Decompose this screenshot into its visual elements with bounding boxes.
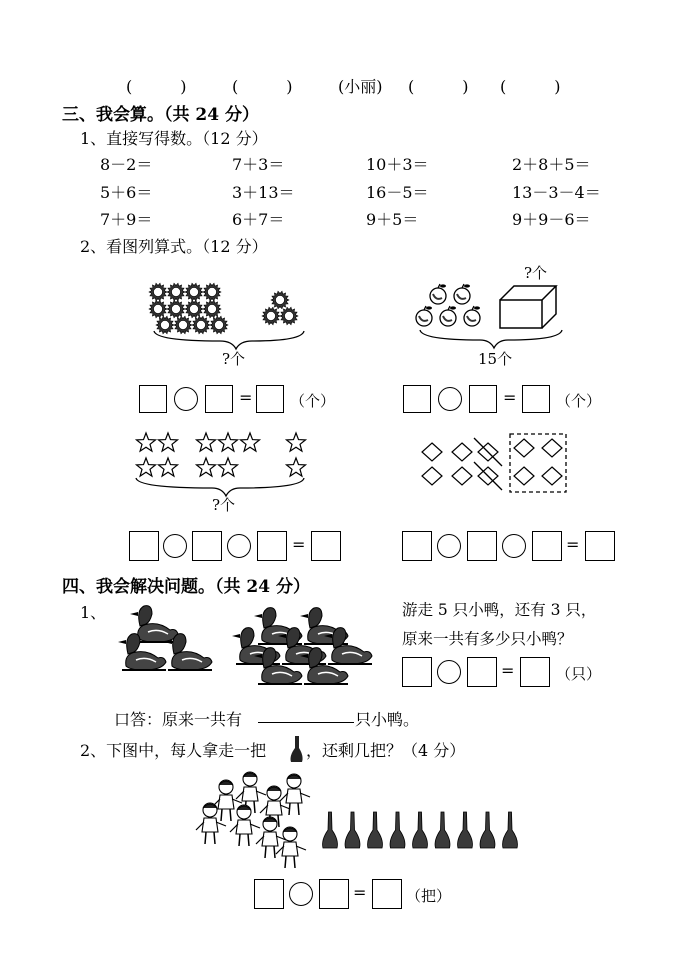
q2-title: 2、看图列算式。（12 分）	[80, 237, 268, 256]
equals-sign: =	[292, 535, 306, 554]
child-icon	[280, 774, 310, 815]
brush-icon	[435, 812, 450, 848]
blank-4[interactable]: ( )	[500, 77, 561, 96]
q2-text-b: ，还剩几把？（4 分）	[306, 741, 466, 760]
fig2-total-label: 15个	[478, 350, 513, 368]
fig3-question-label: ?个	[212, 496, 236, 514]
answer-box[interactable]	[372, 879, 402, 909]
answer-box[interactable]	[319, 879, 349, 909]
calc-item[interactable]: 9＋5＝	[366, 210, 419, 229]
child-icon	[196, 772, 310, 868]
calc-item[interactable]: 6＋7＝	[232, 210, 285, 229]
calc-item[interactable]: 5＋6＝	[100, 183, 153, 202]
q1-number: 1、	[80, 603, 107, 622]
child-icon	[256, 817, 286, 858]
brush-icon	[323, 812, 338, 848]
operator-circle[interactable]	[289, 882, 313, 906]
unit-label: （个）	[290, 392, 336, 410]
equals-sign: =	[566, 535, 580, 554]
calc-item[interactable]: 16－5＝	[366, 183, 429, 202]
calc-item[interactable]: 10＋3＝	[366, 155, 429, 174]
unit-label: （个）	[556, 392, 602, 410]
calc-item[interactable]: 2＋8＋5＝	[512, 155, 591, 174]
calc-item[interactable]: 7＋9＝	[100, 210, 153, 229]
calc-item[interactable]: 8－2＝	[100, 155, 153, 174]
calc-item[interactable]: 13－3－4＝	[512, 183, 601, 202]
brush-icon	[345, 812, 360, 848]
calc-item[interactable]: 7＋3＝	[232, 155, 285, 174]
blank-2[interactable]: ( )	[232, 77, 293, 96]
calc-item[interactable]: 9＋9－6＝	[512, 210, 591, 229]
brush-icon	[503, 812, 518, 848]
brush-icon	[323, 812, 518, 848]
q1-text-line2: 原来一共有多少只小鸭？	[402, 630, 573, 648]
section4-title: 四、我会解决问题。（共 24 分）	[62, 577, 310, 597]
answer-suffix: 只小鸭。	[355, 710, 420, 729]
brush-icon	[458, 812, 473, 848]
q2-text-a: 2、下图中，每人拿走一把	[80, 741, 267, 760]
equals-sign: =	[353, 883, 367, 902]
brush-icon	[390, 812, 405, 848]
blank-1[interactable]: ( )	[126, 77, 187, 96]
unit-label: （只）	[556, 665, 602, 683]
brush-icon	[480, 812, 495, 848]
child-icon	[276, 827, 306, 868]
section3-title: 三、我会算。（共 24 分）	[62, 105, 259, 125]
q1-title: 1、直接写得数。（12 分）	[80, 129, 268, 148]
equals-sign: =	[503, 388, 517, 407]
name-xiaoli: (小丽)	[338, 77, 383, 96]
brush-icon	[413, 812, 428, 848]
blank-3[interactable]: ( )	[408, 77, 469, 96]
brush-icon	[368, 812, 383, 848]
unit-label: （把）	[406, 887, 452, 905]
calc-item[interactable]: 3＋13＝	[232, 183, 295, 202]
equals-sign: =	[239, 388, 253, 407]
fig1-question-label: ?个	[222, 350, 246, 368]
equals-sign: =	[501, 661, 515, 680]
fig2-top-label: ?个	[524, 264, 548, 282]
answer-box[interactable]	[254, 879, 284, 909]
answer-prefix: 口答：原来一共有	[114, 710, 243, 729]
q1-text-line1: 游走 5 只小鸭，还有 3 只，	[402, 601, 597, 619]
